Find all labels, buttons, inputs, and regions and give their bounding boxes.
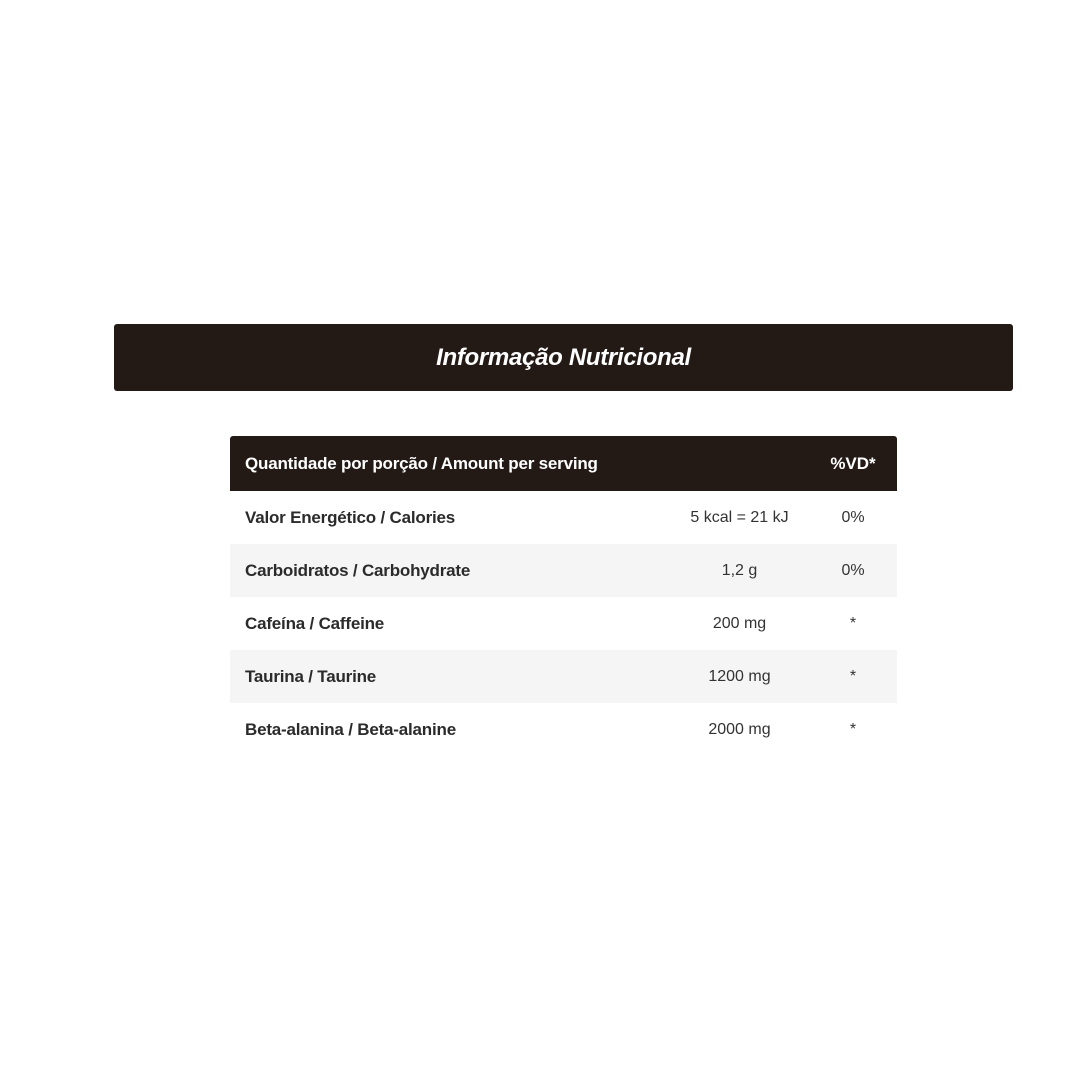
nutrient-name: Taurina / Taurine <box>245 666 377 686</box>
nutrient-name: Beta-alanina / Beta-alanine <box>245 719 456 739</box>
nutrient-amount: 2000 mg <box>708 720 771 738</box>
nutrient-amount: 5 kcal = 21 kJ <box>690 508 789 526</box>
nutrient-amount: 1200 mg <box>708 667 771 685</box>
nutrient-vd: * <box>849 614 857 632</box>
nutrition-table <box>230 436 897 756</box>
nutrient-vd: 0% <box>841 508 865 526</box>
header-vd-label: %VD* <box>830 453 876 473</box>
nutrient-vd: * <box>849 720 857 738</box>
nutrient-amount: 200 mg <box>712 614 767 632</box>
table-header <box>230 436 897 491</box>
title-banner <box>114 324 1013 391</box>
page-title: Informação Nutricional <box>436 343 691 371</box>
nutrient-name: Cafeína / Caffeine <box>245 613 385 633</box>
table-row <box>230 650 897 703</box>
table-row <box>230 491 897 544</box>
nutrient-vd: * <box>849 667 857 685</box>
nutrient-name: Valor Energético / Calories <box>245 507 456 527</box>
nutrient-amount: 1,2 g <box>721 561 758 579</box>
table-row <box>230 597 897 650</box>
table-row <box>230 703 897 756</box>
table-row <box>230 544 897 597</box>
header-serving-label: Quantidade por porção / Amount per serving <box>245 453 598 473</box>
table-body <box>230 491 897 756</box>
nutrient-vd: 0% <box>841 561 865 579</box>
nutrient-name: Carboidratos / Carbohydrate <box>245 560 471 580</box>
